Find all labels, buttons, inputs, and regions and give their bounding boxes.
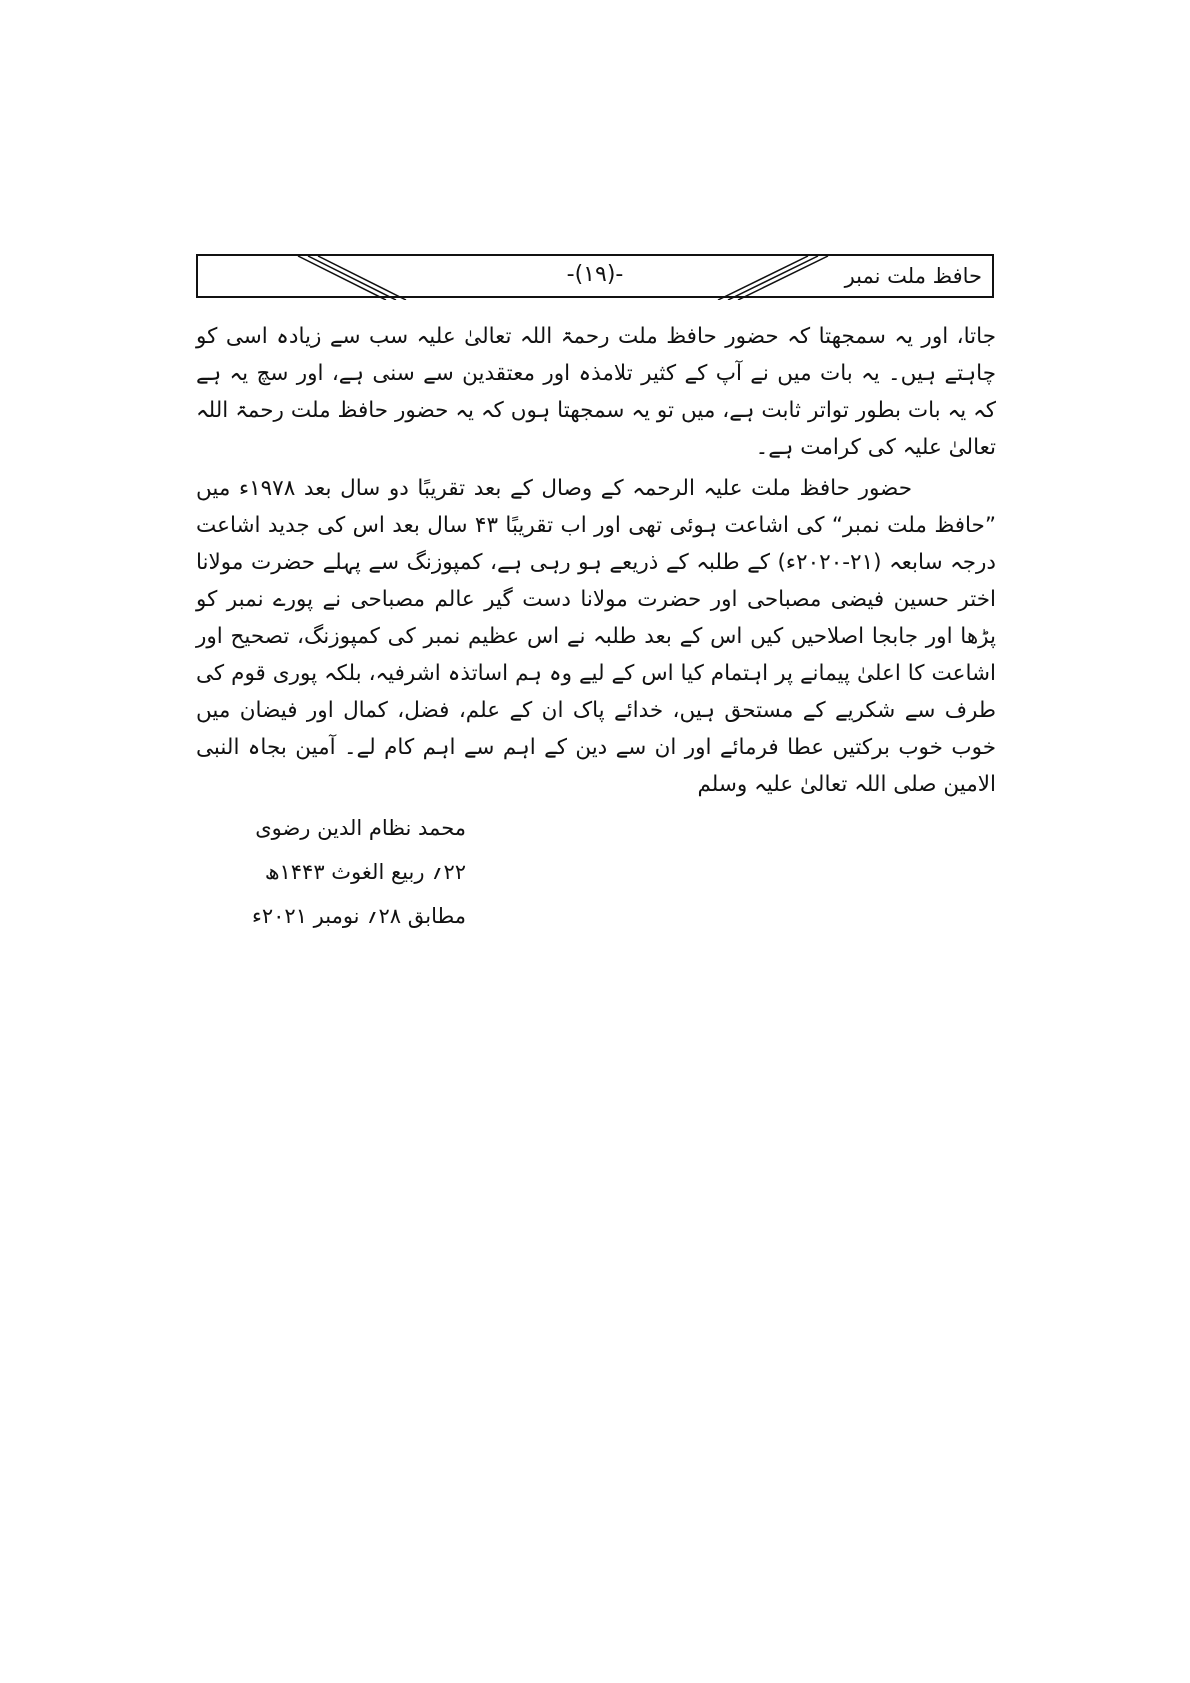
page-number: -(۱۹)- [566, 262, 624, 287]
gregorian-date: مطابق ۲۸؍ نومبر ۲۰۲۱ء [251, 904, 466, 928]
body-text [196, 318, 996, 803]
signature-block [246, 806, 466, 938]
page-header [196, 254, 994, 298]
book-title: حافظ ملت نمبر [844, 264, 982, 288]
paragraph-1: جاتا، اور یہ سمجھتا کہ حضور حافظ ملت رحمۃ اللہ تعالیٰ علیہ سب سے زیادہ اسی کو چاہتے ہیں۔ یہ بات میں نے آپ کے کثیر تلامذہ اور معتقدین سے سنی ہے، اور سچ یہ ہے کہ یہ بات بطور تواتر ثابت ہے، میں تو یہ سمجھتا ہوں کہ یہ حضور حافظ ملت رحمۃ اللہ تعالیٰ علیہ کی کرامت ہے۔ [196, 324, 996, 460]
paragraph-2: حضور حافظ ملت علیہ الرحمہ کے وصال کے بعد تقریبًا دو سال بعد ۱۹۷۸ء میں ”حافظ ملت نمبر“ کی اشاعت ہوئی تھی اور اب تقریبًا ۴۳ سال بعد اس کی جدید اشاعت درجہ سابعہ (۲۱-۲۰۲۰ء) کے طلبہ کے ذریعے ہو رہی ہے، کمپوزنگ سے پہلے حضرت مولانا اختر حسین فیضی مصباحی اور حضرت مولانا دست گیر عالم مصباحی نے پورے نمبر کو پڑھا اور جابجا اصلاحیں کیں اس کے بعد طلبہ نے اس عظیم نمبر کی کمپوزنگ، تصحیح اور اشاعت کا اعلیٰ پیمانے پر اہتمام کیا اس کے لیے وہ ہم اساتذہ اشرفیہ، بلکہ پوری قوم کی طرف سے شکریے کے مستحق ہیں، خدائے پاک ان کے علم، فضل، کمال اور فیضان میں خوب خوب برکتیں عطا فرمائے اور ان سے دین کے اہم سے اہم کام لے۔ آمین بجاہ النبی الامین صلی اللہ تعالیٰ علیہ وسلم [196, 476, 996, 797]
hijri-date: ۲۲؍ ربیع الغوث ۱۴۴۳ھ [264, 860, 466, 884]
author-name: محمد نظام الدین رضوی [255, 816, 466, 840]
